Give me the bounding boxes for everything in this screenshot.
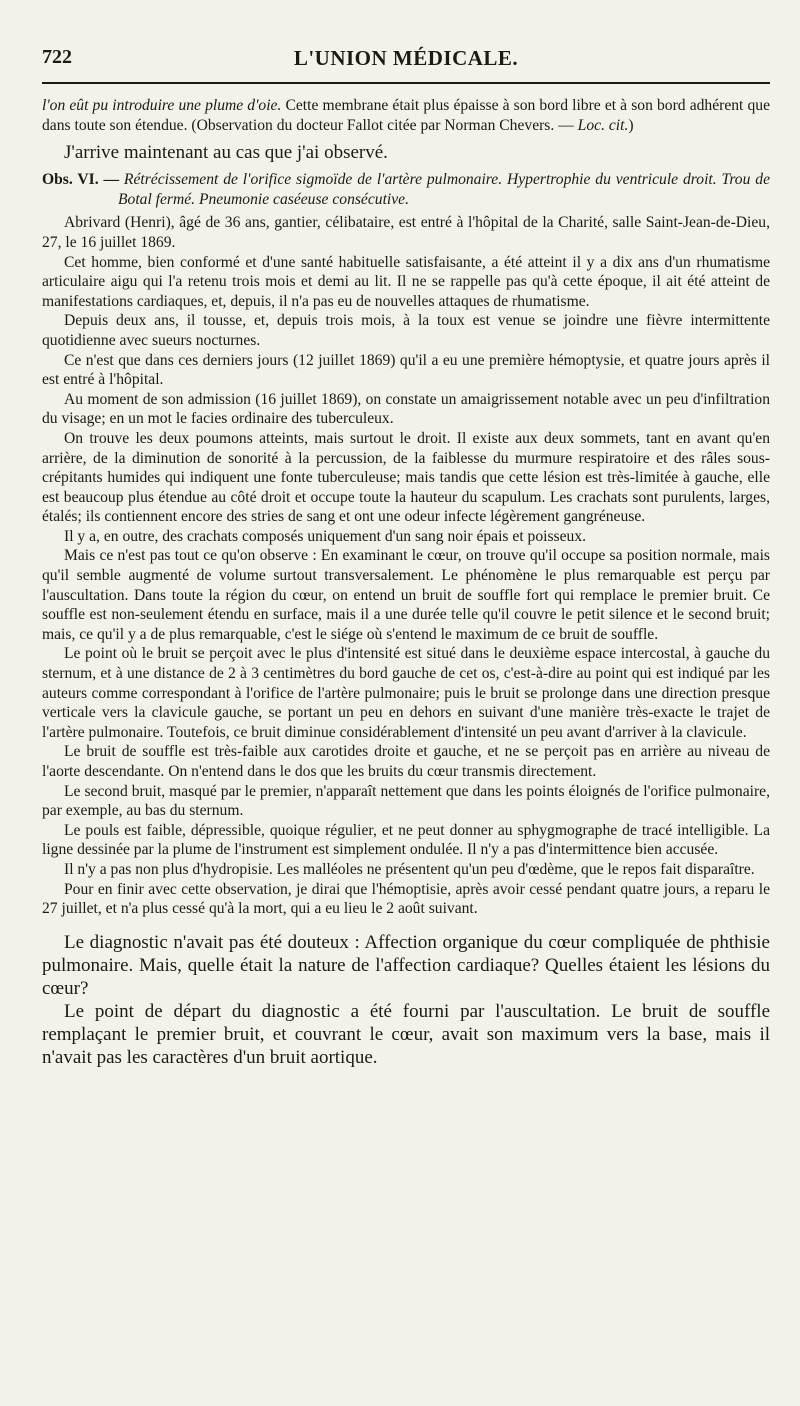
intro-italic: l'on eût pu introduire une plume d'oie. bbox=[42, 97, 282, 114]
main-text bbox=[42, 96, 770, 1069]
paragraph: Le second bruit, masqué par le premier, n'apparaît nettement que dans les points éloignés de l'orifice pulmonaire, par exemple, au bas du sternum. bbox=[42, 782, 770, 820]
page-header bbox=[42, 46, 770, 84]
intro-reference: Loc. cit. bbox=[577, 116, 629, 134]
paragraph: On trouve les deux poumons atteints, mais surtout le droit. Il existe aux deux sommets, tant en avant qu'en arrière, de la diminution de sonorité à la percussion, de la faiblesse du murmure respiratoire et des râles sous-crépitants humides qui indiquent une fonte tuberculeuse; mais tandis que cette lésion est très-limitée à gauche, elle est beaucoup plus étendue au côté droit et occupe toute la hauteur du scapulum. Les crachats sont purulents, larges, étalés; ils contiennent encore des stries de sang et ont une odeur infecte légèrement gangréneuse. bbox=[42, 429, 770, 526]
paragraph: Cet homme, bien conformé et d'une santé habituelle satisfaisante, a été atteint il y a dix ans d'un rhumatisme articulaire aigu qui l'a retenu trois mois et demi au lit. Il ne se rappelle pas qu'à cette époque, il ait été atteint de manifestations cardiaques, et, depuis, il n'a pas eu de nouvelles attaques de rhumatisme. bbox=[42, 253, 770, 310]
discussion-paragraph: Le diagnostic n'avait pas été douteux : Affection organique du cœur compliquée de phthisie pulmonaire. Mais, quelle était la nature de l'affection cardiaque? Quelles étaient les lésions du cœur? bbox=[42, 931, 770, 999]
intro-close: ) bbox=[628, 116, 634, 134]
paragraph: Le bruit de souffle est très-faible aux carotides droite et gauche, et ne se perçoit pas en arrière au niveau de l'aorte descendante. On n'entend dans le dos que les bruits du cœur transmis directement. bbox=[42, 743, 770, 780]
transition-sentence: J'arrive maintenant au cas que j'ai observé. bbox=[64, 142, 388, 164]
paragraph: Il y a, en outre, des crachats composés uniquement d'un sang noir épais et poisseux. bbox=[64, 527, 587, 545]
discussion-section bbox=[42, 931, 770, 1069]
observation-heading bbox=[42, 170, 770, 209]
running-title: L'UNION MÉDICALE. bbox=[293, 46, 519, 70]
intro-paragraph bbox=[42, 96, 770, 135]
paragraph: Il n'y a pas non plus d'hydropisie. Les malléoles ne présentent qu'un peu d'œdème, que le repos fait disparaître. bbox=[64, 860, 755, 878]
paragraph: Le pouls est faible, dépressible, quoique régulier, et ne peut donner au sphygmographe de tracé intelligible. La ligne dessinée par la plume de l'instrument est simplement ondulée. Il n'y a pas d'intermittence bien accusée. bbox=[42, 821, 770, 859]
observation-label: Obs. VI. — bbox=[42, 171, 120, 189]
intro-text: Cette membrane était plus épaisse à son bord libre et à son bord adhérent que dans toute son étendue. (Observation du docteur Fallot citée par Norman Chevers. — bbox=[42, 97, 770, 134]
discussion-paragraph: Le point de départ du diagnostic a été fourni par l'auscultation. Le bruit de souffle remplaçant le premier bruit, et couvrant le cœur, avait son maximum vers la base, mais il n'avait pas les caractères d'un bruit aortique. bbox=[42, 1000, 770, 1068]
paragraph: Le point où le bruit se perçoit avec le plus d'intensité est situé dans le deuxième espace intercostal, à gauche du sternum, et à une distance de 2 à 3 centimètres du bord gauche de cet os, c'est-à-dire au point qui est indiqué par les auteurs comme correspondant à l'orifice de l'artère pulmonaire; puis le bruit se prolonge dans une direction presque verticale vers la clavicule gauche, se portant un peu en dehors en suivant d'une manière très-exacte le trajet de l'artère pulmonaire. Toutefois, ce bruit diminue considérablement d'intensité un peu avant d'arriver à la clavicule. bbox=[42, 645, 770, 741]
paragraph: Ce n'est que dans ces derniers jours (12 juillet 1869) qu'il a eu une première hémoptysie, et quatre jours après il est entré à l'hôpital. bbox=[42, 351, 770, 389]
paragraph: Mais ce n'est pas tout ce qu'on observe : En examinant le cœur, on trouve qu'il occupe sa position normale, mais qu'il semble augmenté de volume surtout transversalement. Le phénomène le plus remarquable est perçu par l'auscultation. Dans toute la région du cœur, on entend un bruit de souffle fort qui remplace le premier bruit. Ce souffle est non-seulement étendu en surface, mais il a une durée telle qu'il couvre le petit silence et le second bruit; mais, ce qu'il y a de plus remarquable, c'est le siége où s'entend le maximum de ce bruit de souffle. bbox=[42, 547, 770, 643]
paragraph: Abrivard (Henri), âgé de 36 ans, gantier, célibataire, est entré à l'hôpital de la Charité, salle Saint-Jean-de-Dieu, 27, le 16 juillet 1869. bbox=[42, 214, 770, 251]
paragraph: Depuis deux ans, il tousse, et, depuis trois mois, à la toux est venue se joindre une fièvre intermittente quotidienne avec sueurs nocturnes. bbox=[42, 312, 770, 349]
page-number: 722 bbox=[42, 46, 72, 68]
paragraph: Pour en finir avec cette observation, je dirai que l'hémoptisie, après avoir cessé pendant quatre jours, a reparu le 27 juillet, et n'a plus cessé qu'à la mort, qui a eu lieu le 2 août suivant. bbox=[42, 880, 770, 918]
paragraph: Au moment de son admission (16 juillet 1869), on constate un amaigrissement notable avec un peu d'infiltration du visage; en un mot le facies ordinaire des tuberculeux. bbox=[42, 390, 770, 428]
observation-title: Rétrécissement de l'orifice sigmoïde de l'artère pulmonaire. Hypertrophie du ventricule droit. Trou de Botal fermé. Pneumonie caséeuse consécutive. bbox=[118, 171, 770, 208]
